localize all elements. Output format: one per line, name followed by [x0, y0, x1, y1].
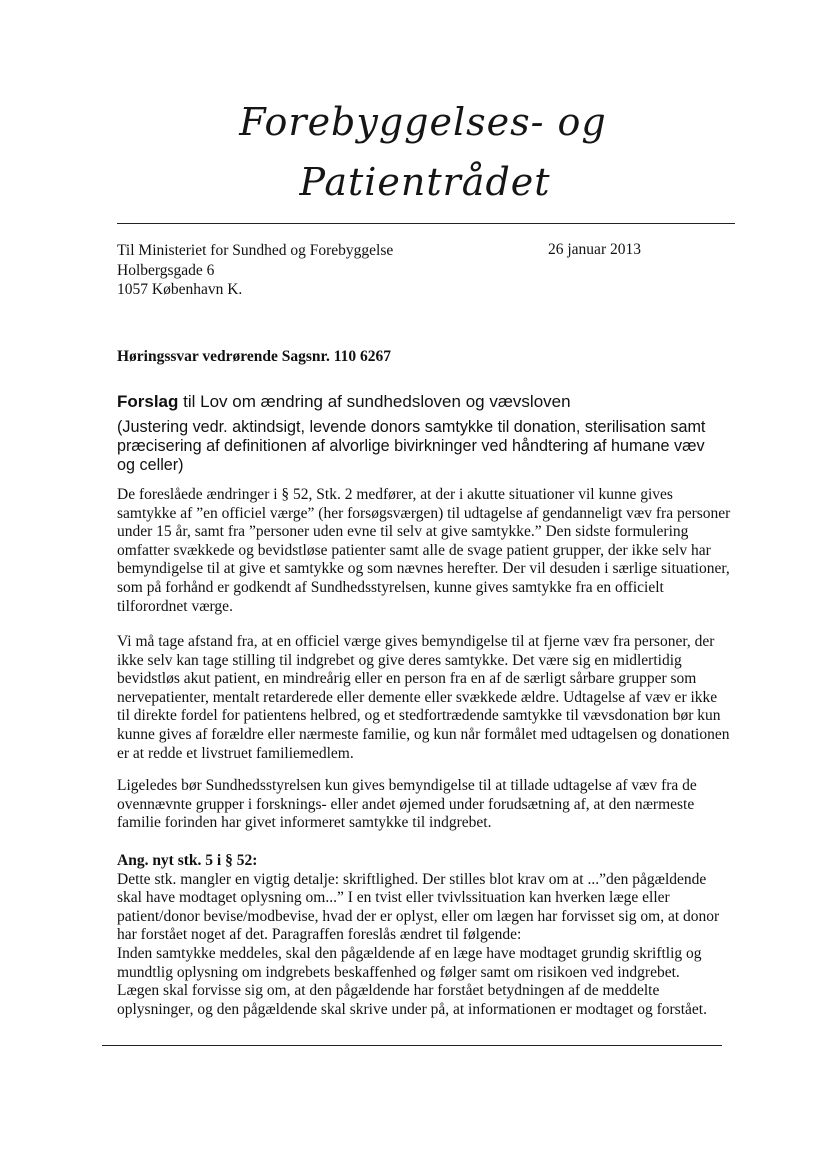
- paragraph-3: Ligeledes bør Sundhedsstyrelsen kun gives bemyndigelse til at tillade udtagelse af væv fra de ovennævnte grupper i forsknings- eller andet øjemed under forudsætning af, at den nærmeste familie forinden har givet informeret samtykke til indgrebet.: [117, 777, 697, 832]
- footer-divider: [102, 1045, 722, 1046]
- recipient-address: [117, 241, 393, 300]
- subject-line: Høringssvar vedrørende Sagsnr. 110 6267: [117, 348, 392, 365]
- proposal-title-rest: til Lov om ændring af sundhedsloven og vævsloven: [178, 392, 571, 411]
- recipient-line: Holbergsgade 6: [117, 261, 215, 279]
- amendment-proposed-2: Lægen skal forvisse sig om, at den pågældende har forstået betydningen af de meddelte oplysninger, og den pågældende skal skrive under på, at informationen er modtaget og forstået.: [117, 982, 707, 1018]
- amendment-section: [117, 852, 733, 1019]
- header-divider: [117, 223, 735, 224]
- letterhead-line-2: Patientrådet: [299, 160, 551, 204]
- amendment-text: Dette stk. mangler en vigtig detalje: skriftlighed. Der stilles blot krav om at ...”den pågældende skal have modtaget oplysning om...” I en tvist eller tvivlssituation kan hverken læge eller patient/donor bevise/modbevise, hvad der er oplyst, eller om lægen har forvisset sig om, at donor har forstået noget af det. Paragraffen foreslås ændret til følgende:: [117, 870, 720, 944]
- paragraph-2: Vi må tage afstand fra, at en officiel værge gives bemyndigelse til at fjerne væv fra personer, der ikke selv kan tage stilling til indgrebet og give deres samtykke. Det være sig en midlertidig bevidstløs akut patient, en mindreårig eller en person fra en af de særligt sårbare grupper som nervepatienter, mentalt retarderede eller demente eller svækkede ældre. Udtagelse af væv er ikke til direkte fordel for patientens helbred, og et stedfortrædende samtykke til vævsdonation bør kun kunne gives af forældre eller nærmeste familie, og kun når formålet med udtagelsen og donationen er at redde et livstruet familiemedlem.: [117, 633, 730, 762]
- paragraph-1: De foreslåede ændringer i § 52, Stk. 2 medfører, at der i akutte situationer vil kunne gives samtykke af ”en officiel værge” (her forsøgsværgen) til udtagelse af gendanneligt væv fra personer under 15 år, samt fra ”personer uden evne til selv at give samtykke.” Den sidste formulering omfatter svækkede og bevidstløse patienter samt alle de svage patient grupper, der ikke selv har bemyndigelse til at give et samtykke og som nævnes herefter. Der vil desuden i særlige situationer, som på forhånd er godkendt af Sundhedsstyrelsen, kunne gives samtykke fra en officielt tilforordnet værge.: [117, 486, 731, 615]
- proposal-lead: Forslag: [117, 392, 179, 411]
- proposal-note: (Justering vedr. aktindsigt, levende donors samtykke til donation, sterilisation samt præcisering af definitionen af alvorlige bivirkninger ved håndtering af humane væv og celler): [117, 418, 706, 474]
- letterhead-line-1: Forebyggelses- og: [239, 100, 607, 144]
- proposal-title: [117, 392, 737, 412]
- letter-date: 26 januar 2013: [548, 241, 641, 258]
- amendment-proposed-1: Inden samtykke meddeles, skal den pågældende af en læge have modtaget grundig skriftlig og mundtlig oplysning om indgrebets beskaffenhed og følger samt om risikoen ved indgrebet.: [117, 944, 702, 981]
- recipient-line: Til Ministeriet for Sundhed og Forebyggelse: [117, 242, 394, 259]
- amendment-heading: Ang. nyt stk. 5 i § 52:: [117, 852, 258, 869]
- recipient-line: 1057 København K.: [117, 281, 243, 298]
